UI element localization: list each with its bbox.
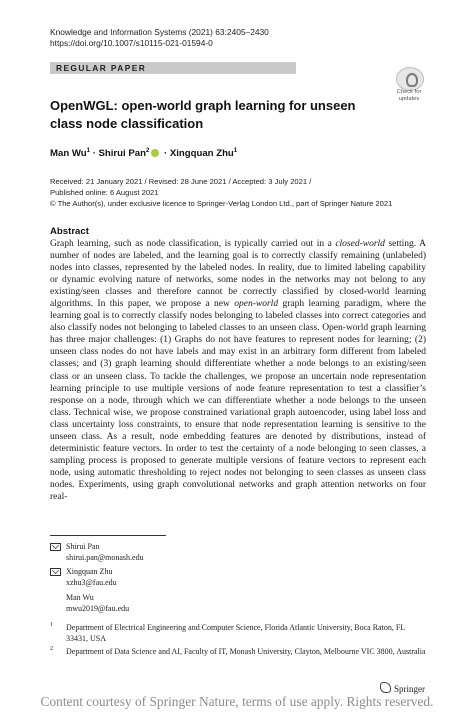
check-for-updates-badge[interactable] (393, 67, 425, 103)
affiliation-entry (50, 622, 426, 644)
contact-email[interactable]: mwu2019@fau.edu (66, 604, 130, 613)
abstract-term: open-world (234, 299, 279, 310)
publication-dates (50, 176, 392, 209)
affiliation-number: 1 (50, 622, 53, 628)
author-affiliation-mark: 2 (145, 148, 150, 154)
contact-email[interactable]: xzhu3@fau.edu (66, 578, 117, 587)
abstract-text: setting. A number of nodes are labeled, and the learning goal is to correctly classify remaining (unlabeled) nodes into classes, represented by the labeled nodes. In reality, due to limited labeling capability or dynamic evolving nature of networks, some nodes in the networks may not belong to any existing/seen classes and therefore cannot be correctly classified by closed-world learning algorithms. In this paper, we propose a new (50, 239, 426, 310)
abstract-body (50, 238, 426, 503)
copyright-line: © The Author(s), under exclusive licence to Springer-Verlag London Ltd., part of Springer Nature 2021 (50, 199, 393, 208)
contact-entry (50, 566, 350, 588)
publisher-name: Springer (394, 684, 425, 694)
author-list (50, 148, 237, 159)
footnote-divider (50, 535, 166, 536)
author-name[interactable]: Xingquan Zhu (169, 148, 234, 160)
author-name[interactable]: Man Wu (50, 148, 87, 160)
contact-name: Man Wu (66, 593, 94, 602)
envelope-icon (50, 543, 61, 551)
orcid-icon[interactable] (151, 149, 159, 157)
affiliation-text: Department of Data Science and AI, Faculty of IT, Monash University, Clayton, Melbourne VIC 3800, Australia (66, 647, 426, 656)
abstract-heading: Abstract (50, 226, 89, 237)
courtesy-notice: Content courtesy of Springer Nature, terms of use apply. Rights reserved. (40, 694, 434, 709)
author-affiliation-mark: 1 (86, 148, 90, 154)
author-name[interactable]: Shirui Pan (98, 148, 146, 160)
abstract-term: closed-world (335, 239, 385, 249)
affiliation-entry (50, 646, 426, 657)
contact-email[interactable]: shirui.pan@monash.edu (66, 553, 144, 562)
author-separator: · (163, 148, 168, 160)
author-separator: · (92, 148, 96, 160)
contact-entry (50, 541, 350, 563)
check-updates-label: Check for updates (396, 89, 422, 102)
article-type-label: REGULAR PAPER (56, 63, 147, 73)
check-updates-icon (396, 67, 424, 91)
abstract-text: Graph learning, such as node classification, is typically carried out in a (50, 239, 336, 249)
contact-name: Xingquan Zhu (66, 567, 113, 576)
author-affiliation-mark: 1 (233, 148, 238, 154)
doi-link[interactable]: https://doi.org/10.1007/s10115-021-01594-0 (50, 38, 213, 48)
contact-name: Shirui Pan (66, 542, 100, 551)
article-type-bar (50, 62, 296, 74)
paper-title: OpenWGL: open-world graph learning for unseen class node classification (50, 98, 356, 131)
contact-entry (50, 592, 350, 614)
affiliation-text: Department of Electrical Engineering and Computer Science, Florida Atlantic University, Boca Raton, FL 33431, USA (66, 623, 405, 643)
affiliation-number: 2 (50, 646, 53, 652)
envelope-icon (50, 568, 61, 576)
received-revised-accepted: Received: 21 January 2021 / Revised: 28 June 2021 / Accepted: 3 July 2021 / (50, 177, 312, 186)
published-online: Published online: 6 August 2021 (50, 188, 159, 197)
journal-header (50, 27, 269, 49)
abstract-text: graph learning paradigm, where the learning goal is to correctly classify nodes belonging to labeled classes into correct categories and also classify nodes not belonging to labeled classes to an unseen class. Open-world graph learning has three major challenges: (1) Graphs do not have features to represent nodes for learning; (2) unseen class nodes do not have labels and may exist in an arbitrary form different from labeled classes; and (3) graph learning should differentiate whether a node belongs to an existing/seen class or an unseen class. To tackle the challenges, we propose an uncertain node representation learning principle to use multiple versions of node feature representation to test a classifier’s response on a node, through which we can differentiate whether a node belongs to the unseen class. Technical wise, we propose constrained variational graph autoencoder, using label loss and class uncertainty loss constraints, to ensure that node representation learning is sensitive to the unseen class. As a result, node embedding features are denoted by distributions, instead of deterministic feature vectors. In order to test the certainty of a node belonging to seen classes, a sampling process is proposed to generate multiple versions of feature vectors to represent each node, using automatic thresholding to reject nodes not belonging to seen classes as unseen class nodes. Experiments, using graph convolutional networks and graph attention networks on four real- (50, 299, 426, 502)
journal-citation: Knowledge and Information Systems (2021) 63:2405–2430 (50, 27, 269, 37)
publisher-logo (380, 682, 425, 694)
springer-horse-icon (380, 682, 391, 693)
